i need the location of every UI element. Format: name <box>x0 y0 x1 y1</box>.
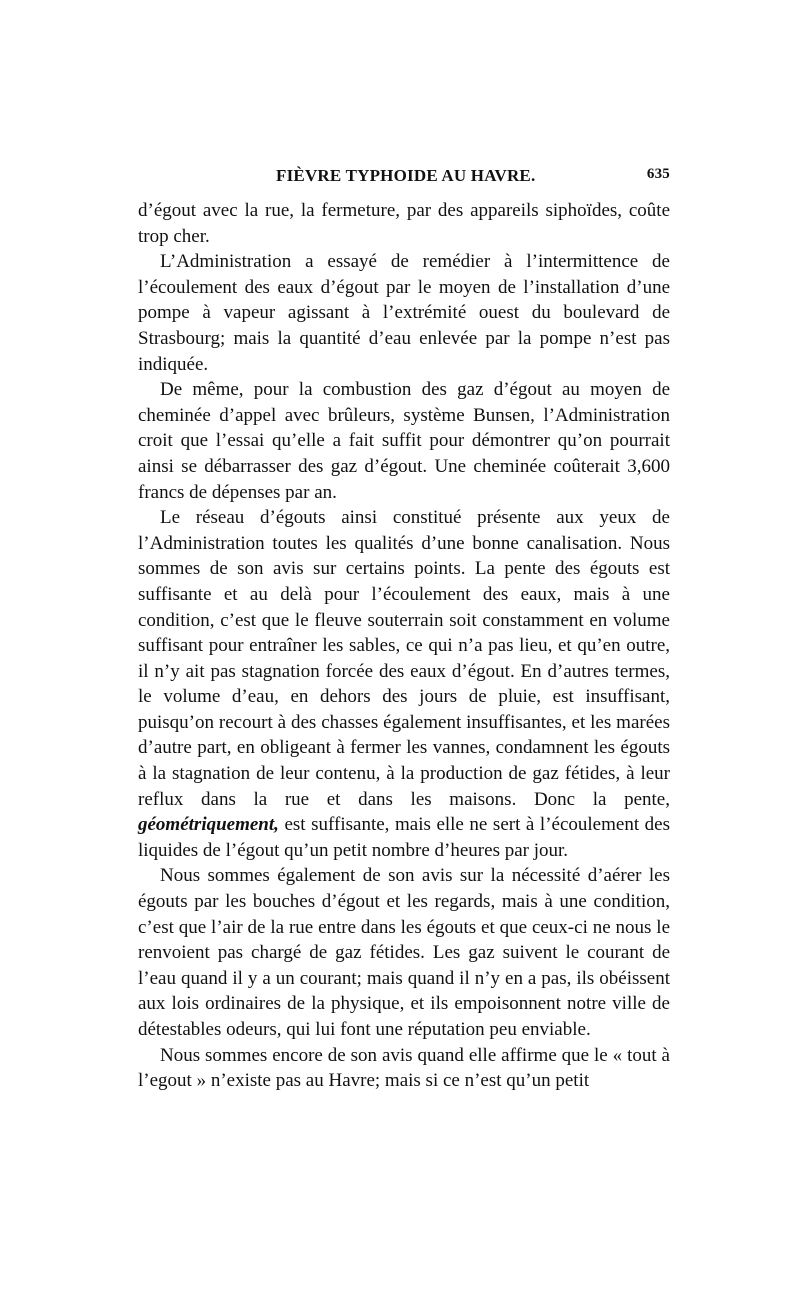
paragraph-network-text-before: Le réseau d’égouts ainsi constitué présente aux yeux de l’Administration toutes les qualités d’une bonne canalisation. Nous sommes de son avis sur certains points. La pente des égouts est suffisante et au delà pour l’écoulement des eaux, mais à une condition, c’est que le fleuve souterrain soit constamment en volume suffisant pour entraîner les sables, ce qui n’a pas lieu, et qu’en outre, il n’y ait pas stagnation forcée des eaux d’égout. En d’autres termes, le volume d’eau, en dehors des jours de pluie, est insuffisant, puisqu’on recourt à des chasses également insuffisantes, et les marées d’autre part, en obligeant à fermer les vannes, condamnent les égouts à la stagnation de leur contenu, à la production de gaz fétides, à leur reflux dans la rue et dans les maisons. Donc la pente, <box>138 507 670 810</box>
paragraph-pump: L’Administration a essayé de remédier à l’intermittence de l’écoulement des eaux d’égout par le moyen de l’installation d’une pompe à vapeur agissant à l’extrémité ouest du boulevard de Strasbourg; mais la quantité d’eau enlevée par la pompe n’est pas indiquée. <box>138 251 670 375</box>
paragraph-network <box>138 505 670 863</box>
paragraph-combustion: De même, pour la combustion des gaz d’égout au moyen de cheminée d’appel avec brûleurs, système Bunsen, l’Administration croit que l’essai qu’elle a fait suffit pour démontrer qu’on pourrait ainsi se débarrasser des gaz d’égout. Une cheminée coûterait 3,600 francs de dépenses par an. <box>138 379 670 503</box>
book-page <box>138 160 670 1094</box>
body-text <box>138 198 670 1094</box>
paragraph-network-emphasis: géométriquement, <box>138 814 279 836</box>
running-head <box>138 160 670 190</box>
page-number: 635 <box>646 166 670 182</box>
paragraph-continued: d’égout avec la rue, la fermeture, par des appareils siphoïdes, coûte trop cher. <box>138 200 670 247</box>
paragraph-tout-a-l-egout: Nous sommes encore de son avis quand elle affirme que le « tout à l’egout » n’existe pas au Havre; mais si ce n’est qu’un petit <box>138 1044 670 1092</box>
running-title: FIÈVRE TYPHOIDE AU HAVRE. <box>276 166 536 185</box>
paragraph-aeration: Nous sommes également de son avis sur la nécessité d’aérer les égouts par les bouches d’égout et les regards, mais à une condition, c’est que l’air de la rue entre dans les égouts et que ceux-ci ne nous le renvoient pas chargé de gaz fétides. Les gaz suivent le courant de l’eau quand il y a un courant; mais quand il n’y en a pas, ils obéissent aux lois ordinaires de la physique, et ils empoisonnent notre ville de détestables odeurs, qui lui font une réputation peu enviable. <box>138 865 670 1040</box>
paragraph-network-text-after: est suffisante, mais elle ne sert à l’écoulement des liquides de l’égout qu’un petit nombre d’heures par jour. <box>138 814 671 861</box>
